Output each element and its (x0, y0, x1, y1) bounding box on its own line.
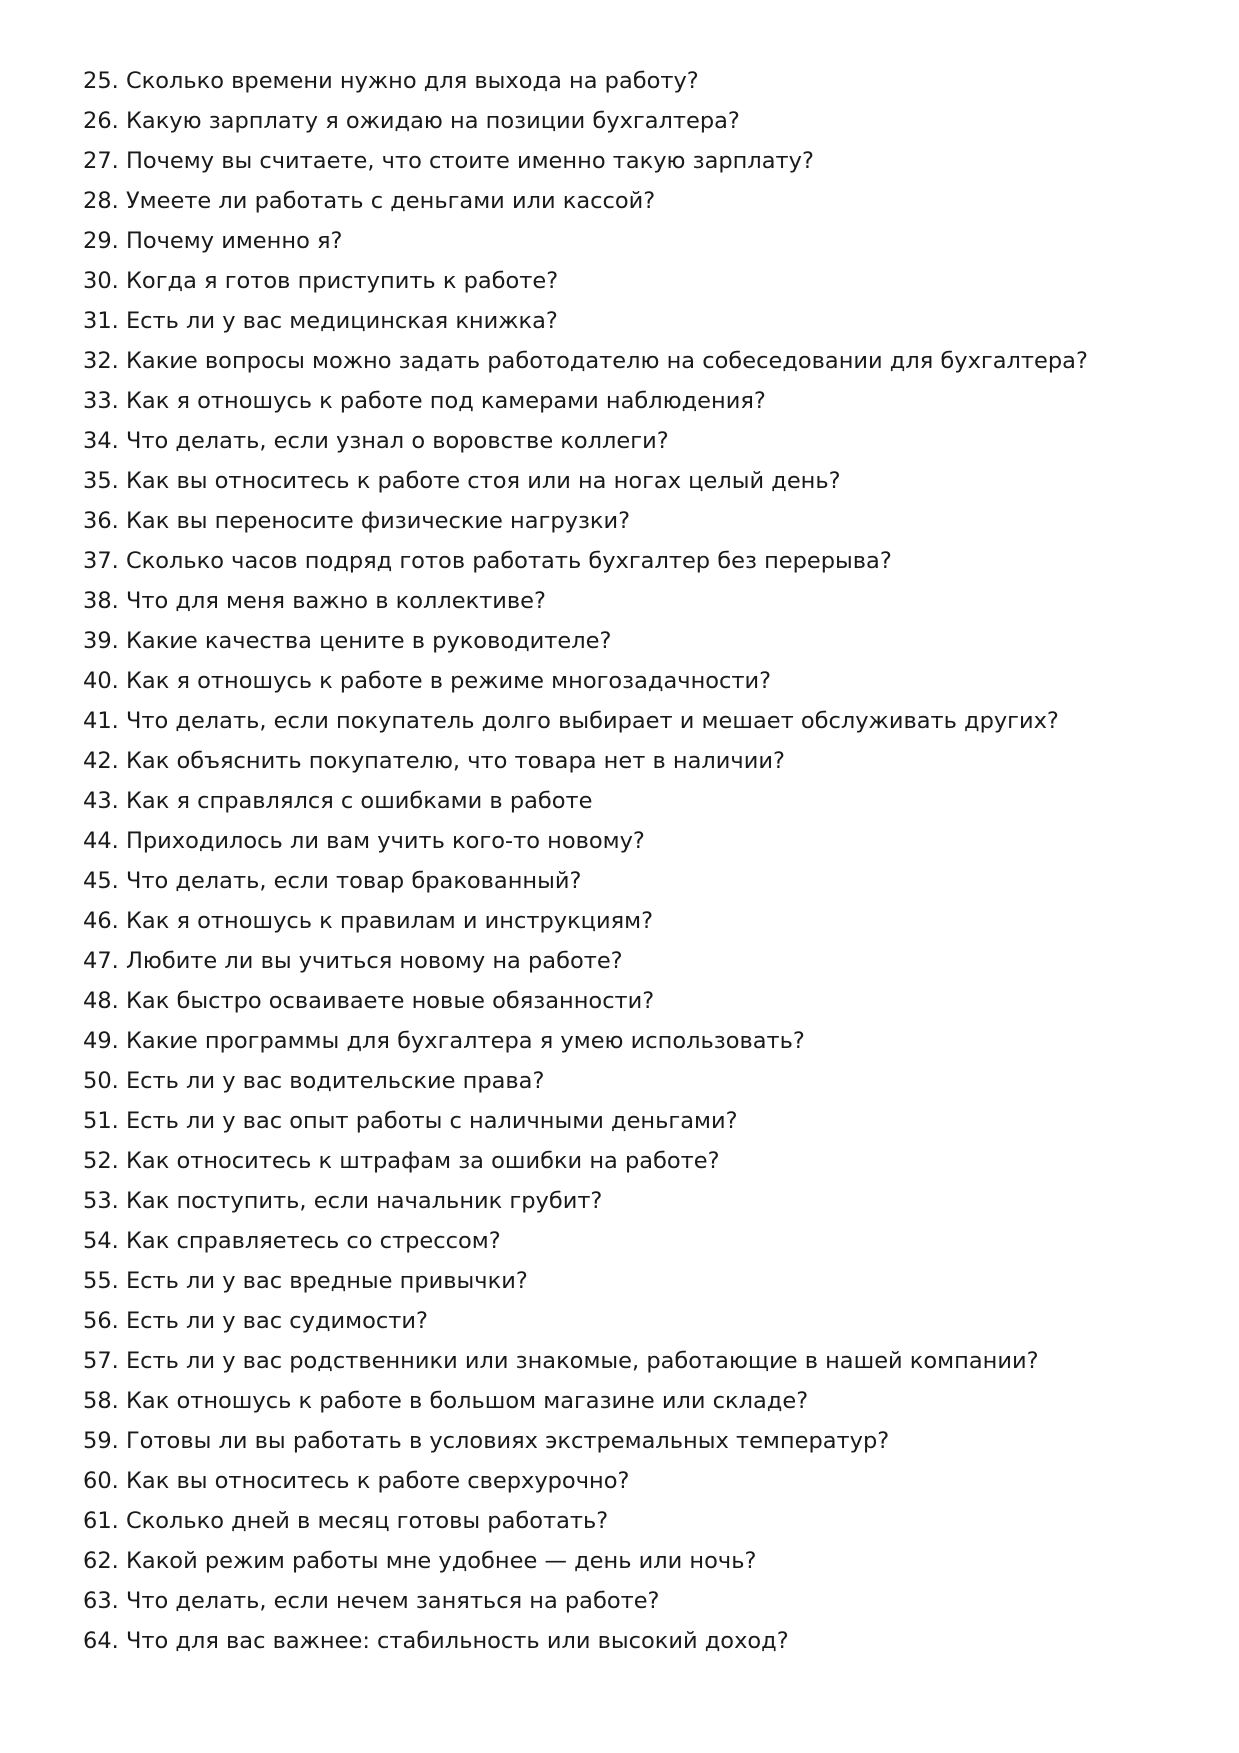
question-list (83, 61, 1203, 1661)
question-text: Как вы переносите физические нагрузки? (125, 508, 631, 534)
list-item (83, 181, 1203, 221)
question-number: 33. (83, 388, 119, 414)
question-number: 47. (83, 948, 119, 974)
question-number: 57. (83, 1348, 119, 1374)
list-item (83, 101, 1203, 141)
question-number: 55. (83, 1268, 119, 1294)
question-number: 26. (83, 108, 119, 134)
question-number: 49. (83, 1028, 119, 1054)
list-item (83, 1021, 1203, 1061)
list-item (83, 861, 1203, 901)
question-text: Какие качества цените в руководителе? (125, 628, 612, 654)
question-number: 39. (83, 628, 119, 654)
question-text: Какие вопросы можно задать работодателю на собеседовании для бухгалтера? (125, 348, 1088, 374)
question-number: 52. (83, 1148, 119, 1174)
question-number: 58. (83, 1388, 119, 1414)
list-item (83, 1381, 1203, 1421)
list-item (83, 1581, 1203, 1621)
list-item (83, 61, 1203, 101)
question-text: Есть ли у вас родственники или знакомые, работающие в нашей компании? (125, 1348, 1039, 1374)
list-item (83, 221, 1203, 261)
question-number: 27. (83, 148, 119, 174)
list-item (83, 301, 1203, 341)
question-text: Как объяснить покупателю, что товара нет в наличии? (125, 748, 785, 774)
question-number: 42. (83, 748, 119, 774)
question-text: Есть ли у вас медицинская книжка? (125, 308, 558, 334)
question-number: 38. (83, 588, 119, 614)
question-text: Как я справлялся с ошибками в работе (125, 788, 593, 814)
list-item (83, 421, 1203, 461)
question-text: Как я отношусь к правилам и инструкциям? (125, 908, 654, 934)
question-number: 41. (83, 708, 119, 734)
question-number: 35. (83, 468, 119, 494)
list-item (83, 261, 1203, 301)
question-number: 46. (83, 908, 119, 934)
question-text: Есть ли у вас водительские права? (125, 1068, 545, 1094)
question-number: 61. (83, 1508, 119, 1534)
question-text: Есть ли у вас опыт работы с наличными деньгами? (125, 1108, 738, 1134)
question-number: 54. (83, 1228, 119, 1254)
list-item (83, 621, 1203, 661)
question-text: Что делать, если товар бракованный? (125, 868, 582, 894)
question-text: Что делать, если нечем заняться на работе? (125, 1588, 660, 1614)
list-item (83, 741, 1203, 781)
question-text: Есть ли у вас вредные привычки? (125, 1268, 528, 1294)
question-number: 63. (83, 1588, 119, 1614)
question-text: Готовы ли вы работать в условиях экстремальных температур? (125, 1428, 890, 1454)
question-text: Какие программы для бухгалтера я умею использовать? (125, 1028, 805, 1054)
question-number: 64. (83, 1628, 119, 1654)
question-number: 51. (83, 1108, 119, 1134)
list-item (83, 701, 1203, 741)
list-item (83, 541, 1203, 581)
question-text: Какую зарплату я ожидаю на позиции бухгалтера? (125, 108, 740, 134)
list-item (83, 1621, 1203, 1661)
list-item (83, 941, 1203, 981)
question-text: Как я отношусь к работе под камерами наблюдения? (125, 388, 766, 414)
list-item (83, 1341, 1203, 1381)
question-text: Как я отношусь к работе в режиме многозадачности? (125, 668, 772, 694)
question-number: 60. (83, 1468, 119, 1494)
list-item (83, 901, 1203, 941)
question-number: 36. (83, 508, 119, 534)
question-number: 48. (83, 988, 119, 1014)
question-text: Как отношусь к работе в большом магазине или складе? (125, 1388, 809, 1414)
question-text: Умеете ли работать с деньгами или кассой? (125, 188, 656, 214)
question-text: Как поступить, если начальник грубит? (125, 1188, 603, 1214)
question-number: 34. (83, 428, 119, 454)
list-item (83, 501, 1203, 541)
list-item (83, 581, 1203, 621)
list-item (83, 461, 1203, 501)
question-text: Что для меня важно в коллективе? (125, 588, 546, 614)
list-item (83, 1141, 1203, 1181)
question-text: Сколько дней в месяц готовы работать? (125, 1508, 609, 1534)
question-text: Есть ли у вас судимости? (125, 1308, 428, 1334)
list-item (83, 1101, 1203, 1141)
question-number: 43. (83, 788, 119, 814)
question-number: 45. (83, 868, 119, 894)
list-item (83, 661, 1203, 701)
question-text: Когда я готов приступить к работе? (125, 268, 559, 294)
list-item (83, 141, 1203, 181)
question-text: Почему именно я? (125, 228, 343, 254)
question-number: 56. (83, 1308, 119, 1334)
list-item (83, 1461, 1203, 1501)
question-number: 50. (83, 1068, 119, 1094)
list-item (83, 781, 1203, 821)
question-number: 59. (83, 1428, 119, 1454)
list-item (83, 1421, 1203, 1461)
question-text: Сколько часов подряд готов работать бухгалтер без перерыва? (125, 548, 892, 574)
question-number: 37. (83, 548, 119, 574)
question-number: 31. (83, 308, 119, 334)
list-item (83, 1541, 1203, 1581)
question-text: Как вы относитесь к работе стоя или на ногах целый день? (125, 468, 841, 494)
question-text: Что для вас важнее: стабильность или высокий доход? (125, 1628, 789, 1654)
question-text: Как относитесь к штрафам за ошибки на работе? (125, 1148, 720, 1174)
question-text: Как быстро осваиваете новые обязанности? (125, 988, 655, 1014)
question-text: Приходилось ли вам учить кого-то новому? (125, 828, 645, 854)
question-text: Что делать, если покупатель долго выбирает и мешает обслуживать других? (125, 708, 1059, 734)
question-text: Что делать, если узнал о воровстве коллеги? (125, 428, 669, 454)
question-number: 29. (83, 228, 119, 254)
list-item (83, 381, 1203, 421)
question-text: Почему вы считаете, что стоите именно такую зарплату? (125, 148, 814, 174)
question-text: Любите ли вы учиться новому на работе? (125, 948, 623, 974)
question-number: 53. (83, 1188, 119, 1214)
list-item (83, 341, 1203, 381)
question-number: 44. (83, 828, 119, 854)
question-number: 62. (83, 1548, 119, 1574)
list-item (83, 1501, 1203, 1541)
list-item (83, 1261, 1203, 1301)
list-item (83, 1221, 1203, 1261)
question-number: 25. (83, 68, 119, 94)
list-item (83, 1061, 1203, 1101)
question-text: Как справляетесь со стрессом? (125, 1228, 501, 1254)
list-item (83, 1181, 1203, 1221)
question-text: Как вы относитесь к работе сверхурочно? (125, 1468, 630, 1494)
list-item (83, 1301, 1203, 1341)
question-number: 28. (83, 188, 119, 214)
question-number: 30. (83, 268, 119, 294)
question-text: Какой режим работы мне удобнее — день или ночь? (125, 1548, 757, 1574)
question-number: 32. (83, 348, 119, 374)
question-text: Сколько времени нужно для выхода на работу? (125, 68, 699, 94)
question-number: 40. (83, 668, 119, 694)
list-item (83, 981, 1203, 1021)
list-item (83, 821, 1203, 861)
